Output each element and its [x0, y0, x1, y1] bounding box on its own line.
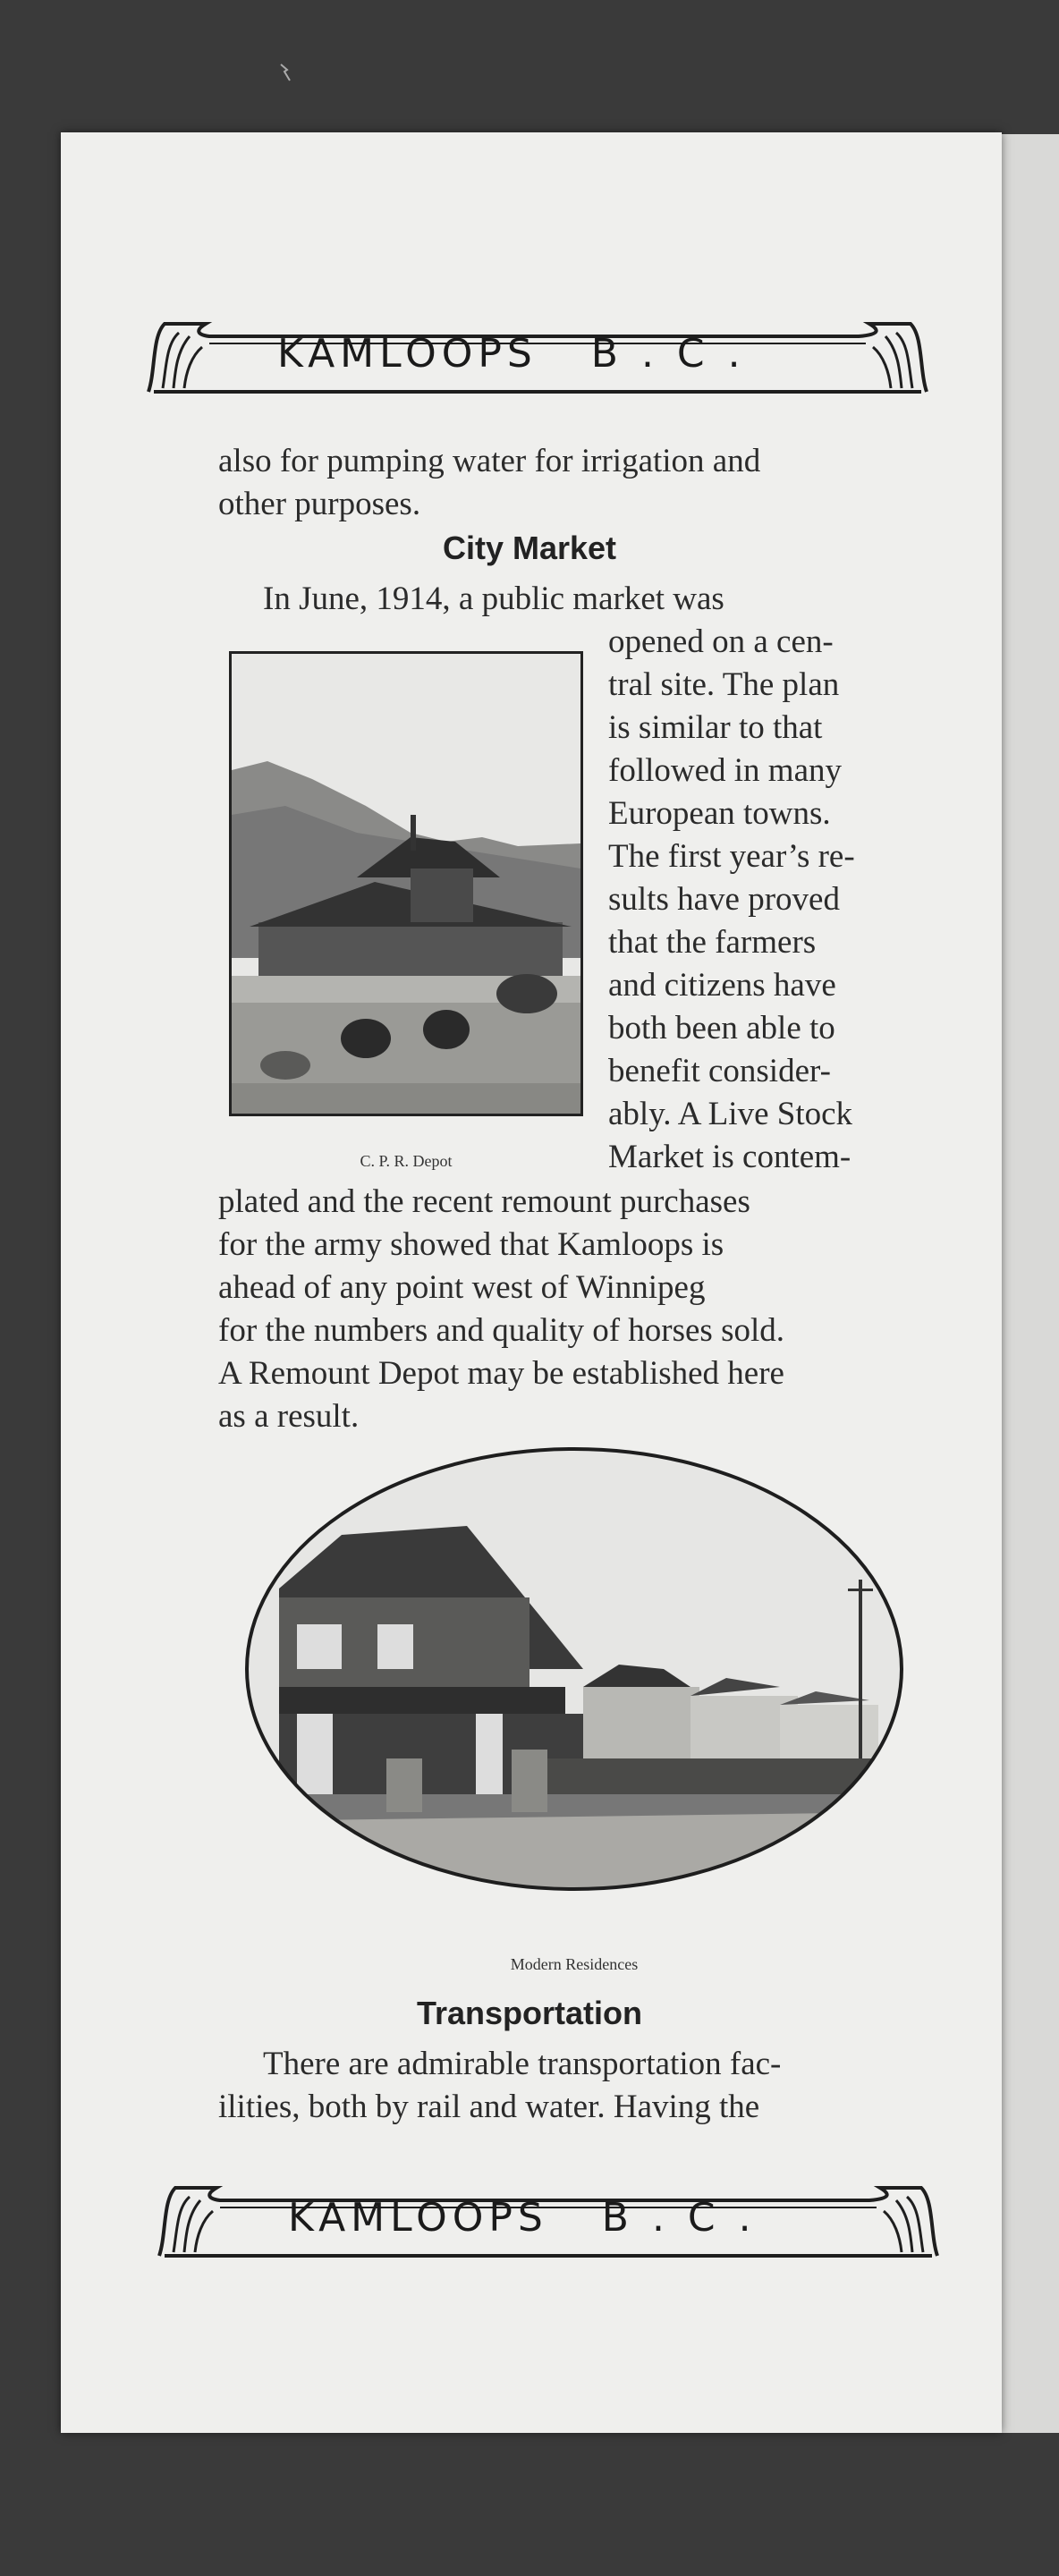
intro-line-1: also for pumping water for irrigation and — [218, 443, 761, 479]
full-line-1: plated and the recent remount purchases — [218, 1183, 750, 1220]
full-line-6: as a result. — [218, 1398, 360, 1435]
wrap-line-6: The first year’s re- — [608, 838, 855, 875]
city-market-heading: City Market — [442, 530, 617, 566]
wrap-line-5: European towns. — [608, 795, 831, 832]
wrap-line-2: tral site. The plan — [608, 666, 840, 703]
modern-residences-photo — [243, 1445, 905, 1893]
modern-residences-caption: Modern Residences — [510, 1955, 639, 1973]
full-line-5: A Remount Depot may be established here — [218, 1355, 784, 1392]
cpr-depot-photo — [229, 651, 583, 1116]
city-market-first-line: In June, 1914, a public market was — [263, 580, 724, 617]
wrap-line-9: and citizens have — [608, 967, 836, 1004]
cpr-depot-caption: C. P. R. Depot — [360, 1152, 453, 1170]
wrap-line-7: sults have proved — [608, 881, 840, 918]
adjacent-page-edge — [1002, 134, 1059, 2433]
transportation-line-2: ilities, both by rail and water. Having the — [218, 2089, 760, 2125]
wrap-line-11: benefit consider- — [608, 1053, 831, 1089]
full-line-4: for the numbers and quality of horses sold. — [218, 1312, 784, 1349]
full-line-2: for the army showed that Kamloops is — [218, 1226, 724, 1263]
wrap-line-1: opened on a cen- — [608, 623, 834, 660]
wrap-line-12: ably. A Live Stock — [608, 1096, 853, 1132]
header-banner — [143, 317, 932, 394]
dust-speck — [279, 63, 293, 82]
modern-residences-image — [243, 1445, 905, 1893]
intro-line-2: other purposes. — [218, 486, 421, 522]
transportation-heading: Transportation — [416, 1995, 643, 2031]
wrap-line-3: is similar to that — [608, 709, 823, 746]
wrap-line-8: that the farmers — [608, 924, 817, 961]
cpr-depot-image — [232, 654, 580, 1114]
full-line-3: ahead of any point west of Winnipeg — [218, 1269, 706, 1306]
wrap-line-13: Market is contem- — [608, 1139, 851, 1175]
footer-banner — [154, 2181, 943, 2258]
wrap-line-4: followed in many — [608, 752, 843, 789]
transportation-line-1: There are admirable transportation fac- — [263, 2046, 782, 2082]
header-banner-text: KAMLOOPS B . C . — [277, 331, 746, 377]
footer-banner-text: KAMLOOPS B . C . — [288, 2195, 757, 2241]
wrap-line-10: both been able to — [608, 1010, 835, 1046]
